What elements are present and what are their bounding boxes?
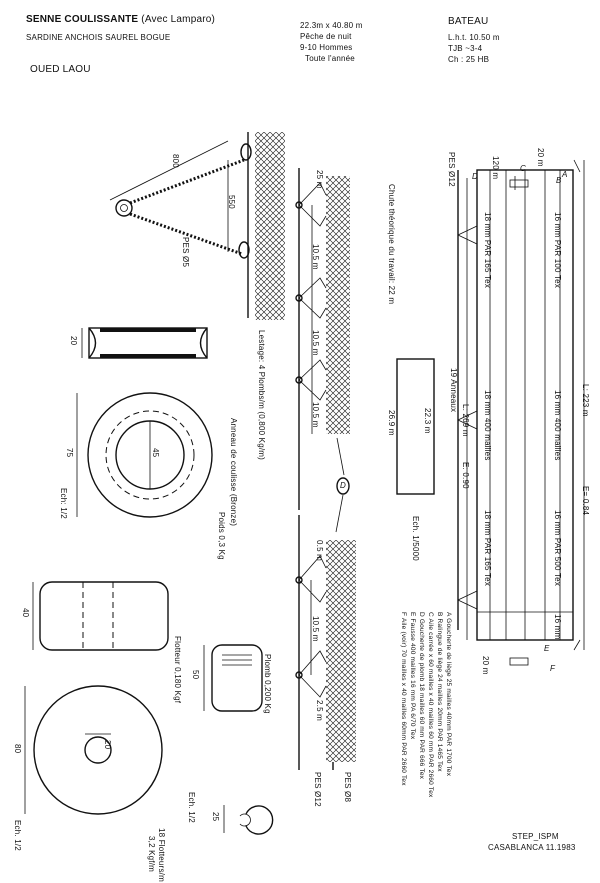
strip-3-left: 18 mm PAR 165 Tex bbox=[483, 510, 492, 587]
main-label-c: C bbox=[520, 164, 526, 173]
float-count: 18 Flotteurs/m bbox=[157, 828, 166, 882]
lower-pes12: PES Ø12 bbox=[313, 772, 322, 807]
main-label-f: F bbox=[550, 664, 556, 673]
legend-f: F Aile (voir) 70 mailles x 40 mailles 60mm PAR 2660 Tex bbox=[400, 612, 407, 786]
lower-pes8: PES Ø8 bbox=[343, 772, 352, 803]
lead-caption: Plomb 0,200 Kg bbox=[263, 654, 272, 714]
title bbox=[26, 14, 215, 25]
dim-75-label: 75 bbox=[65, 448, 74, 458]
float-dim-40: 40 bbox=[21, 608, 30, 618]
strip-3-right: 16 mm PAR 500 Tex bbox=[553, 510, 562, 587]
main-label-d: D bbox=[472, 172, 478, 181]
pes-label: PES Ø5 bbox=[181, 237, 190, 268]
ring-caption-1: Anneau de coulisse (Bronze) bbox=[229, 418, 238, 527]
ring-caption-2: Poids 0,3 Kg bbox=[217, 512, 226, 560]
bateau-line-2: TJB ~3-4 bbox=[448, 44, 483, 53]
strip-1-right: 16 mm PAR 100 Tex bbox=[553, 212, 562, 289]
bateau-line-1: L.h.t. 10.50 m bbox=[448, 33, 500, 42]
main-d20-bottom: 20 m bbox=[481, 656, 490, 675]
upper-dim-105c: 10.5 m bbox=[311, 402, 320, 428]
rig-ring bbox=[116, 200, 132, 216]
float-dim-80: 80 bbox=[13, 744, 22, 754]
footer-org: STEP_ISPM bbox=[512, 832, 559, 841]
main-pes: PES Ø12 bbox=[447, 152, 456, 187]
plan-scale-label: Ech. 1/5000 bbox=[411, 516, 420, 561]
dim-550-label: 550 bbox=[227, 195, 236, 209]
lead-dim-50: 50 bbox=[191, 670, 200, 680]
lead-ring-side-drawing bbox=[82, 328, 207, 358]
center-line-4: Toute l'année bbox=[305, 54, 355, 63]
lower-dim-05: 0.5 m bbox=[315, 540, 324, 562]
c-lead-dim-25: 25 bbox=[211, 812, 220, 822]
main-label-e: E bbox=[544, 644, 550, 653]
leadline-caption: Lestage: 4 Plombs/m (0,800 Kg/m) bbox=[257, 330, 266, 461]
main-e084: E= 0.84 bbox=[581, 486, 590, 516]
main-d20: 20 m bbox=[536, 148, 545, 167]
lower-net-drawing bbox=[296, 515, 356, 770]
legend-c: C Aile carrée x 60 mailles x 40 mailles 60 mm PAR 2660 Tex bbox=[427, 612, 434, 798]
main-label-b: B bbox=[556, 176, 562, 185]
strip-2-left: 18 mm 400 mailles bbox=[483, 390, 492, 461]
flag-d-label: D bbox=[340, 481, 346, 490]
plan-width-label: 22.3 m bbox=[423, 408, 432, 434]
legend-e: E Fausse 400 mailles 16 mm PA 6/70 Tex bbox=[409, 612, 416, 740]
dim-20-label: 20 bbox=[69, 336, 78, 346]
lower-dim-105: 10.5 m bbox=[311, 616, 320, 642]
main-d120: 120 m bbox=[491, 156, 500, 180]
strip-2-right: 16 mm 400 mailles bbox=[553, 390, 562, 461]
float-caption: Flotteur 0,180 Kgf bbox=[173, 636, 182, 704]
center-line-2: Pêche de nuit bbox=[300, 32, 352, 41]
main-anneaux: 19 Anneaux bbox=[449, 368, 458, 413]
title-paren: (Avec Lamparo) bbox=[141, 14, 216, 25]
dim-800-line bbox=[110, 141, 228, 200]
center-line-1: 22.3m x 40.80 m bbox=[300, 21, 363, 30]
bateau-line-3: Ch : 25 HB bbox=[448, 55, 490, 64]
upper-dim-25: 25 m bbox=[315, 170, 324, 189]
title-main: SENNE COULISSANTE bbox=[26, 14, 139, 25]
upper-net-drawing bbox=[296, 168, 350, 532]
strip-1-left: 18 mm PAR 165 Tex bbox=[483, 212, 492, 289]
float-kgf: 3,2 Kgf/m bbox=[147, 836, 156, 873]
headline-caption: Chute théorique du travail: 22 m bbox=[387, 184, 396, 305]
footer-city: CASABLANCA 11.1983 bbox=[488, 843, 576, 852]
float-top-drawing bbox=[25, 686, 162, 814]
plan-length-label: 26.9 m bbox=[387, 410, 396, 436]
species-line: SARDINE ANCHOIS SAUREL BOGUE bbox=[26, 33, 171, 42]
main-l223: L: 223 m bbox=[581, 384, 590, 417]
c-lead-drawing bbox=[224, 805, 273, 834]
ring-rig-drawing bbox=[110, 132, 285, 320]
bateau-title: BATEAU bbox=[448, 16, 489, 27]
main-net-drawing bbox=[458, 160, 584, 665]
legend-a: A Goucherte de liège 25 mailles 40mm PAR 1700 Tex bbox=[445, 612, 452, 777]
main-e090: E: 0.90 bbox=[461, 462, 470, 489]
dim-800-label: 800 bbox=[171, 154, 180, 168]
c-lead-scale: Ech. 1/2 bbox=[187, 792, 196, 823]
scale-ring-label: Ech: 1/2 bbox=[59, 488, 68, 519]
float-scale: Ech. 1/2 bbox=[13, 820, 22, 851]
strip-edge: 16 mm bbox=[553, 614, 562, 640]
upper-dim-105a: 10.5 m bbox=[311, 244, 320, 270]
main-label-a: A bbox=[562, 170, 568, 179]
lead-ring-top-drawing bbox=[77, 393, 212, 517]
legend-d: D Goucherte de plomb 18 mailles 60 mm PAR 666 Tex bbox=[418, 612, 425, 780]
lower-dim-25: 2.5 m bbox=[315, 700, 324, 722]
location: OUED LAOU bbox=[30, 64, 91, 75]
float-side-drawing bbox=[33, 582, 168, 650]
small-lead-drawing bbox=[204, 645, 262, 711]
legend-b: B Ralingue de liège 24 mailles 20mm PAR 1465 Tex bbox=[436, 612, 443, 772]
main-l269: L: 269 m bbox=[461, 404, 470, 437]
center-line-3: 9-10 Hommes bbox=[300, 43, 353, 52]
float-dim-20: 20 bbox=[103, 740, 112, 750]
dim-45-label: 45 bbox=[151, 448, 160, 458]
upper-dim-105b: 10.5 m bbox=[311, 330, 320, 356]
rig-net-mesh bbox=[255, 132, 285, 320]
